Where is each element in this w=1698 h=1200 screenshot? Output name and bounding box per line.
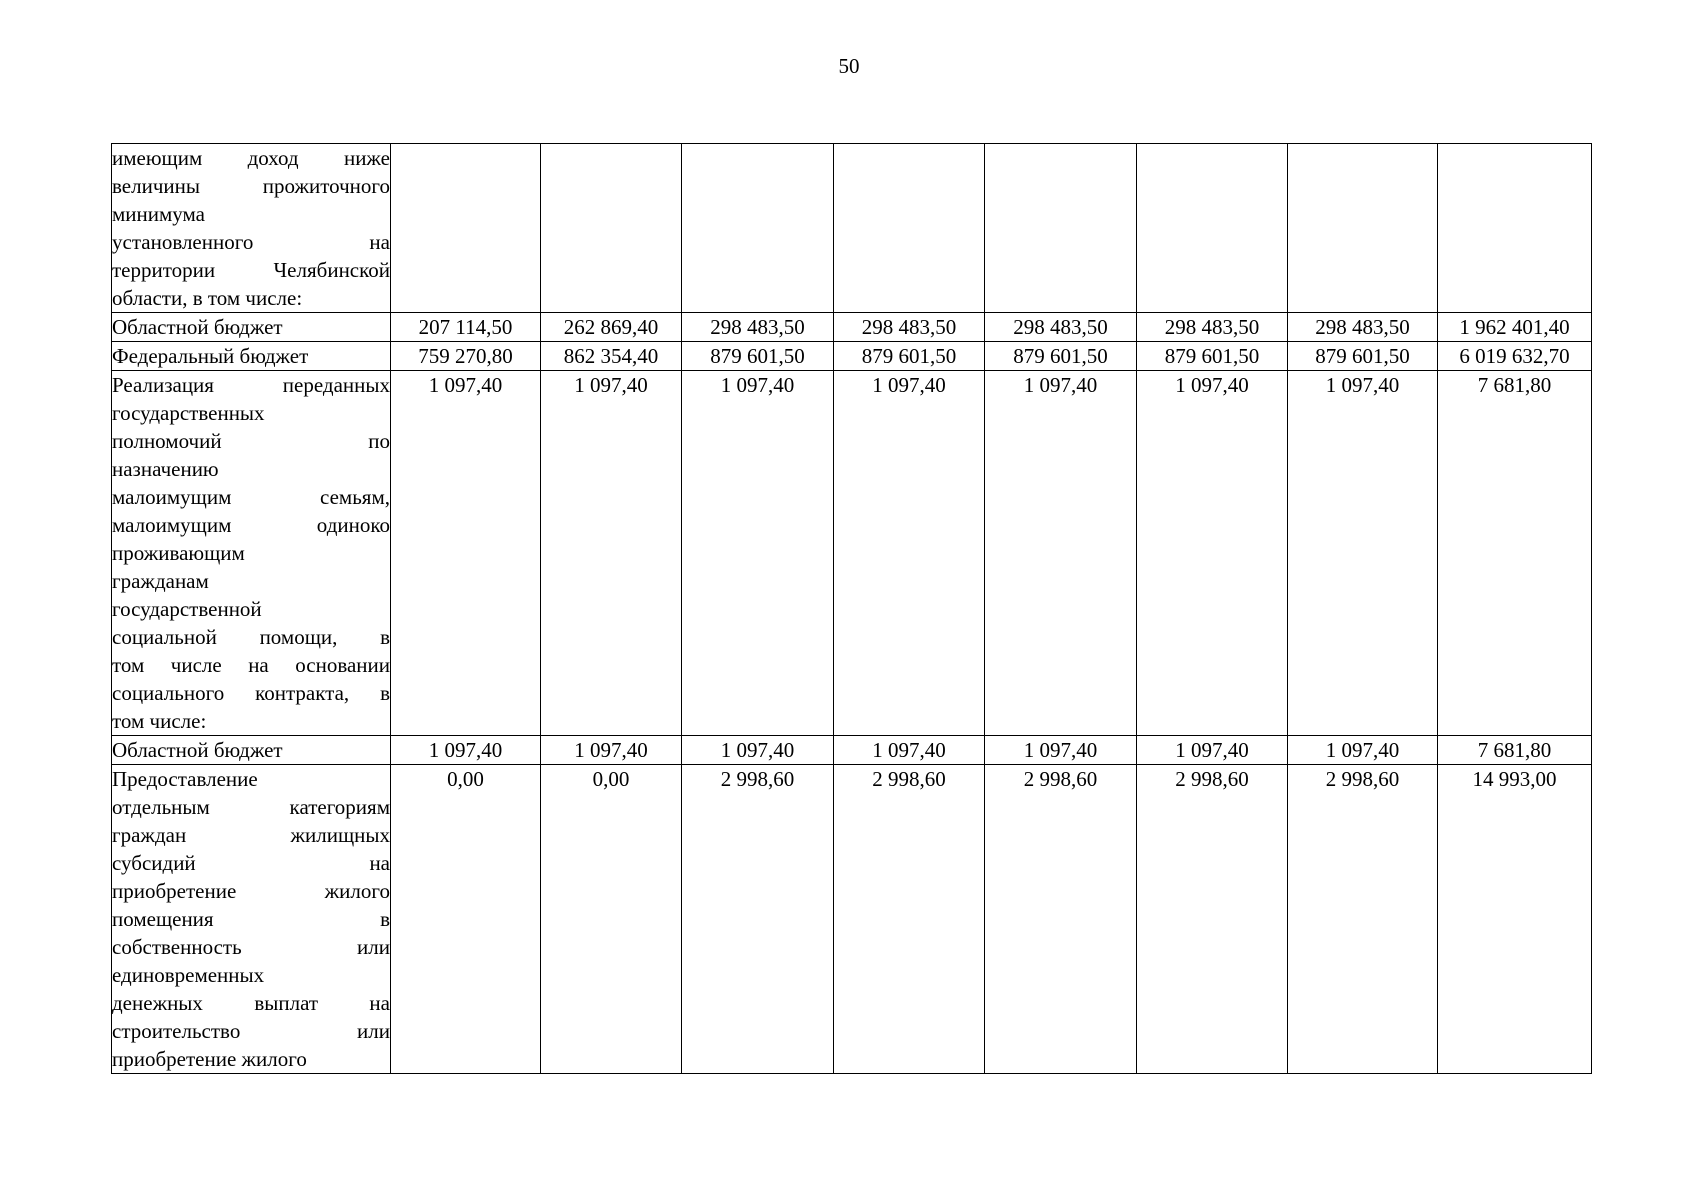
total-cell: 7 681,80 [1438, 736, 1592, 765]
row-label-line: Предоставление [112, 767, 258, 791]
value-cell: 879 601,50 [682, 342, 834, 371]
table-row [112, 313, 1592, 342]
value-cell: 1 097,40 [985, 736, 1137, 765]
row-label-line: строительство или [112, 1019, 390, 1043]
value-cell: 1 097,40 [985, 371, 1137, 736]
value-cell [985, 144, 1137, 313]
value-cell: 1 097,40 [391, 371, 541, 736]
value-cell: 1 097,40 [1137, 371, 1288, 736]
page-number: 50 [838, 54, 860, 78]
value-cell: 879 601,50 [834, 342, 985, 371]
row-label-line: единовременных [112, 963, 265, 987]
row-label-line: малоимущим семьям, [112, 485, 390, 509]
value-cell: 298 483,50 [682, 313, 834, 342]
value-cell: 1 097,40 [541, 371, 682, 736]
value-cell [834, 144, 985, 313]
row-label [112, 313, 391, 342]
row-label-line: денежных выплат на [112, 991, 390, 1015]
table-row [112, 736, 1592, 765]
value-cell: 2 998,60 [1137, 765, 1288, 1074]
row-label-line: области, в том числе: [112, 286, 303, 310]
value-cell: 1 097,40 [682, 736, 834, 765]
total-cell: 6 019 632,70 [1438, 342, 1592, 371]
value-cell: 1 097,40 [834, 736, 985, 765]
value-cell: 879 601,50 [985, 342, 1137, 371]
row-label-line: назначению [112, 457, 219, 481]
row-label [112, 371, 391, 736]
row-label-line: государственных [112, 401, 265, 425]
row-label-line: Реализация переданных [112, 373, 390, 397]
value-cell: 298 483,50 [1137, 313, 1288, 342]
row-label-line: субсидий на [112, 851, 390, 875]
value-cell: 879 601,50 [1288, 342, 1438, 371]
row-label-line: величины прожиточного [112, 174, 390, 198]
value-cell: 2 998,60 [1288, 765, 1438, 1074]
row-label-line: помещения в [112, 907, 390, 931]
table-row [112, 342, 1592, 371]
row-label-line: социальной помощи, в [112, 625, 390, 649]
row-label-line: территории Челябинской [112, 258, 390, 282]
value-cell: 0,00 [541, 765, 682, 1074]
value-cell [541, 144, 682, 313]
value-cell: 2 998,60 [682, 765, 834, 1074]
value-cell: 1 097,40 [1288, 371, 1438, 736]
row-label-line: гражданам [112, 569, 209, 593]
row-label [112, 342, 391, 371]
value-cell: 1 097,40 [541, 736, 682, 765]
row-label-line: имеющим доход ниже [112, 146, 390, 170]
row-label [112, 736, 391, 765]
row-label-line: Областной бюджет [112, 738, 283, 762]
row-label-line: отдельным категориям [112, 795, 390, 819]
row-label-line: государственной [112, 597, 262, 621]
row-label-line: граждан жилищных [112, 823, 390, 847]
value-cell: 1 097,40 [1288, 736, 1438, 765]
row-label-line: малоимущим одиноко [112, 513, 390, 537]
value-cell: 298 483,50 [834, 313, 985, 342]
row-label [112, 144, 391, 313]
value-cell: 298 483,50 [1288, 313, 1438, 342]
row-label-line: приобретение жилого [112, 879, 390, 903]
table-row [112, 144, 1592, 313]
budget-table [111, 143, 1592, 1074]
row-label [112, 765, 391, 1074]
value-cell [682, 144, 834, 313]
row-label-line: Областной бюджет [112, 315, 283, 339]
table-row [112, 371, 1592, 736]
value-cell [1137, 144, 1288, 313]
value-cell: 759 270,80 [391, 342, 541, 371]
row-label-line: собственность или [112, 935, 390, 959]
row-label-line: полномочий по [112, 429, 390, 453]
value-cell: 1 097,40 [1137, 736, 1288, 765]
value-cell: 2 998,60 [985, 765, 1137, 1074]
row-label-line: установленного на [112, 230, 390, 254]
total-cell: 7 681,80 [1438, 371, 1592, 736]
table-row [112, 765, 1592, 1074]
value-cell: 1 097,40 [682, 371, 834, 736]
total-cell [1438, 144, 1592, 313]
row-label-line: приобретение жилого [112, 1047, 307, 1071]
row-label-line: том числе на основании [112, 653, 390, 677]
total-cell: 14 993,00 [1438, 765, 1592, 1074]
value-cell: 262 869,40 [541, 313, 682, 342]
value-cell: 1 097,40 [834, 371, 985, 736]
row-label-line: Федеральный бюджет [112, 344, 309, 368]
row-label-line: проживающим [112, 541, 245, 565]
value-cell: 2 998,60 [834, 765, 985, 1074]
value-cell: 0,00 [391, 765, 541, 1074]
value-cell: 862 354,40 [541, 342, 682, 371]
value-cell [391, 144, 541, 313]
value-cell: 1 097,40 [391, 736, 541, 765]
value-cell [1288, 144, 1438, 313]
row-label-line: том числе: [112, 709, 207, 733]
value-cell: 207 114,50 [391, 313, 541, 342]
total-cell: 1 962 401,40 [1438, 313, 1592, 342]
value-cell: 298 483,50 [985, 313, 1137, 342]
row-label-line: минимума [112, 202, 205, 226]
row-label-line: социального контракта, в [112, 681, 390, 705]
value-cell: 879 601,50 [1137, 342, 1288, 371]
